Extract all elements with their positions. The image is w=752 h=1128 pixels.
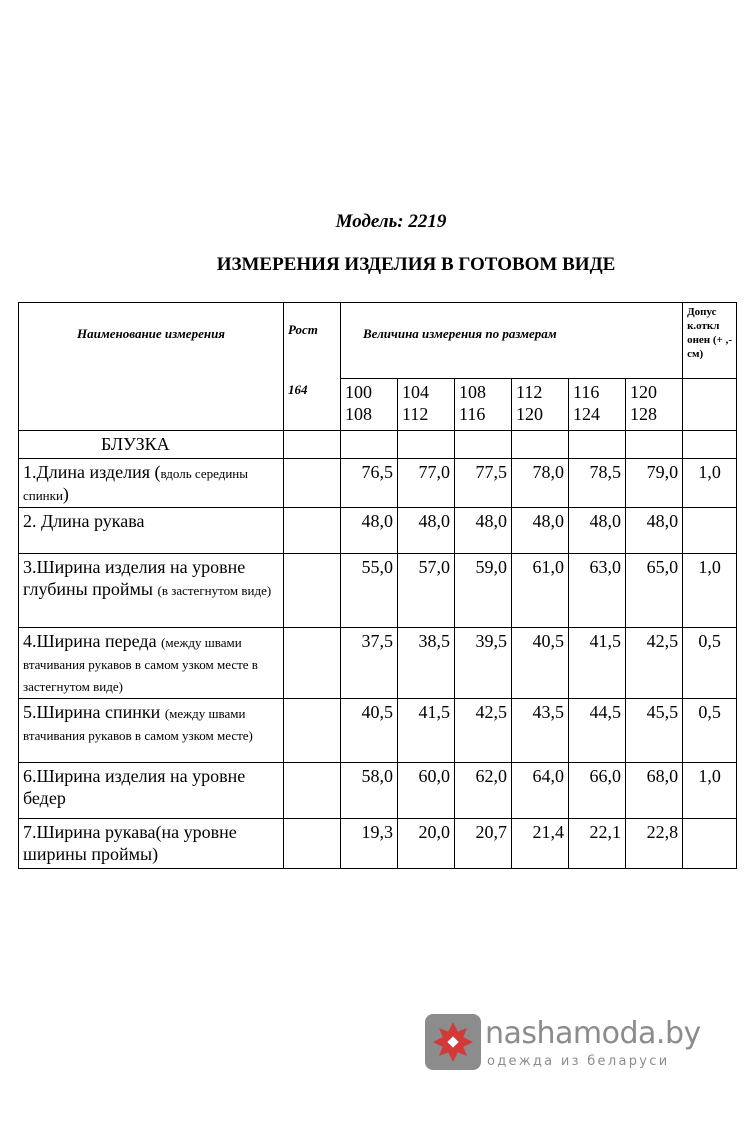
size-top: 100: [345, 382, 372, 402]
value-cell: 38,5: [398, 628, 455, 699]
section-row: [19, 431, 737, 459]
model-label: Модель: 2219: [335, 211, 447, 232]
tolerance-cell: [683, 819, 737, 869]
size-top: 120: [630, 382, 657, 402]
rost-cell: [284, 508, 341, 554]
value-cell: 48,0: [455, 508, 512, 554]
measurement-name: [19, 819, 284, 869]
logo-ornament-icon: [425, 1014, 481, 1070]
size-top: 116: [573, 382, 600, 402]
value-cell: 42,5: [626, 628, 683, 699]
rost-cell: [284, 763, 341, 819]
value-cell: 77,0: [398, 459, 455, 508]
measurement-name: [19, 628, 284, 699]
size-header-tolerance-empty: [683, 379, 737, 431]
measurement-note: (в застегнутом виде): [157, 583, 272, 598]
tolerance-cell: 1,0: [683, 459, 737, 508]
value-cell: 48,0: [398, 508, 455, 554]
section-label: БЛУЗКА: [19, 431, 284, 459]
value-cell: 66,0: [569, 763, 626, 819]
measurement-note: (между швами втачивания рукавов в самом узком месте): [23, 706, 253, 743]
table-row: [19, 763, 737, 819]
value-cell: 37,5: [341, 628, 398, 699]
value-cell: 79,0: [626, 459, 683, 508]
tolerance-cell: 1,0: [683, 763, 737, 819]
value-cell: 20,7: [455, 819, 512, 869]
rost-cell: [284, 459, 341, 508]
value-cell: 62,0: [455, 763, 512, 819]
measurement-note: (между швами втачивания рукавов в самом узком месте в застегнутом виде): [23, 635, 258, 694]
value-cell: 48,0: [569, 508, 626, 554]
size-header-cell: [398, 379, 455, 431]
size-header-cell: [341, 379, 398, 431]
value-cell: 76,5: [341, 459, 398, 508]
value-cell: 19,3: [341, 819, 398, 869]
table-row: [19, 819, 737, 869]
value-cell: 58,0: [341, 763, 398, 819]
logo-tagline: одежда из беларуси: [487, 1054, 670, 1069]
size-top: 112: [516, 382, 543, 402]
size-header-cell: [569, 379, 626, 431]
header-rost: [284, 303, 341, 431]
measurement-name: [19, 508, 284, 554]
table-row: [19, 699, 737, 763]
value-cell: 59,0: [455, 554, 512, 628]
logo: [425, 1014, 725, 1074]
value-cell: 41,5: [569, 628, 626, 699]
rost-cell: [284, 699, 341, 763]
header-rost-label: Рост: [288, 322, 318, 337]
value-cell: 63,0: [569, 554, 626, 628]
value-cell: 78,5: [569, 459, 626, 508]
value-cell: 77,5: [455, 459, 512, 508]
measurement-main: 6.Ширина изделия на уровне бедер: [23, 766, 246, 808]
value-cell: 44,5: [569, 699, 626, 763]
value-cell: 48,0: [341, 508, 398, 554]
tolerance-cell: 0,5: [683, 628, 737, 699]
size-bottom: 108: [345, 404, 372, 424]
measurement-main: 4.Ширина переда: [23, 631, 162, 651]
measurement-main: 1.Длина изделия (: [23, 462, 161, 482]
value-cell: 20,0: [398, 819, 455, 869]
measurement-main: 5.Ширина спинки: [23, 702, 165, 722]
measurement-name: [19, 763, 284, 819]
rost-cell: [284, 554, 341, 628]
header-rost-value: 164: [288, 382, 308, 397]
measurement-note: вдоль середины спинки: [23, 466, 248, 503]
value-cell: 60,0: [398, 763, 455, 819]
measurements-table: [18, 302, 737, 869]
value-cell: 48,0: [512, 508, 569, 554]
table-row: [19, 459, 737, 508]
table-row: [19, 628, 737, 699]
size-bottom: 128: [630, 404, 657, 424]
rost-cell: [284, 819, 341, 869]
size-header-cell: [512, 379, 569, 431]
measurement-name: [19, 459, 284, 508]
size-bottom: 112: [402, 404, 429, 424]
value-cell: 61,0: [512, 554, 569, 628]
value-cell: 39,5: [455, 628, 512, 699]
logo-name: nashamoda.by: [485, 1016, 701, 1051]
tolerance-cell: 0,5: [683, 699, 737, 763]
measurement-main: 2. Длина рукава: [23, 511, 145, 531]
value-cell: 57,0: [398, 554, 455, 628]
size-top: 104: [402, 382, 429, 402]
measurement-main: 7.Ширина рукава(на уровне ширины проймы): [23, 822, 237, 864]
value-cell: 42,5: [455, 699, 512, 763]
value-cell: 45,5: [626, 699, 683, 763]
size-bottom: 116: [459, 404, 486, 424]
value-cell: 64,0: [512, 763, 569, 819]
value-cell: 78,0: [512, 459, 569, 508]
value-cell: 40,5: [512, 628, 569, 699]
measurement-name: [19, 554, 284, 628]
value-cell: 43,5: [512, 699, 569, 763]
header-tolerance: Допус к.откл онен (+ ,- см): [683, 303, 737, 379]
page-title: ИЗМЕРЕНИЯ ИЗДЕЛИЯ В ГОТОВОМ ВИДЕ: [216, 254, 616, 275]
size-top: 108: [459, 382, 486, 402]
value-cell: 22,1: [569, 819, 626, 869]
size-bottom: 124: [573, 404, 600, 424]
value-cell: 41,5: [398, 699, 455, 763]
tolerance-cell: 1,0: [683, 554, 737, 628]
value-cell: 68,0: [626, 763, 683, 819]
measurement-name: [19, 699, 284, 763]
value-cell: 55,0: [341, 554, 398, 628]
value-cell: 22,8: [626, 819, 683, 869]
value-cell: 65,0: [626, 554, 683, 628]
table-row: [19, 508, 737, 554]
table-row: [19, 554, 737, 628]
value-cell: 48,0: [626, 508, 683, 554]
size-bottom: 120: [516, 404, 543, 424]
header-size-range: Величина измерения по размерам: [341, 303, 683, 379]
size-header-cell: [626, 379, 683, 431]
rost-cell: [284, 628, 341, 699]
tolerance-cell: [683, 508, 737, 554]
measurement-tail: ): [62, 484, 69, 504]
measurement-main: 3.Ширина изделия на уровне глубины проймы: [23, 557, 246, 599]
header-name: Наименование измерения: [19, 303, 284, 431]
value-cell: 21,4: [512, 819, 569, 869]
value-cell: 40,5: [341, 699, 398, 763]
size-header-cell: [455, 379, 512, 431]
